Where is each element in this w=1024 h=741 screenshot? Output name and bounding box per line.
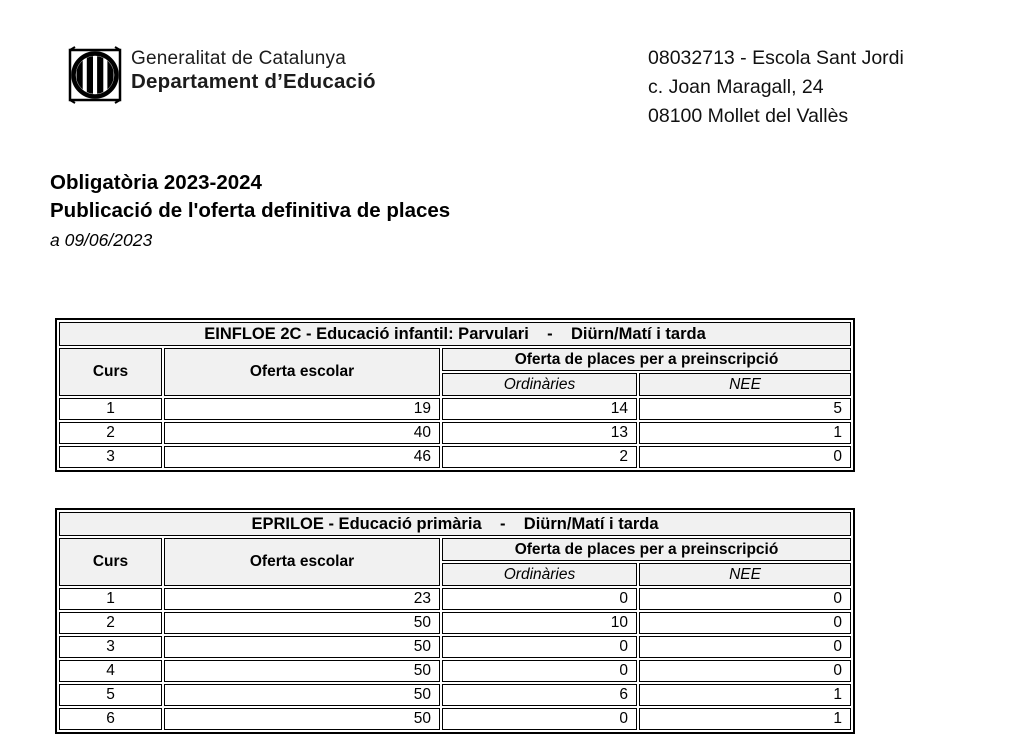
cell-curs: 1	[59, 398, 162, 420]
col-header-nee: NEE	[639, 373, 851, 396]
table-row	[59, 636, 851, 658]
cell-oferta: 50	[164, 708, 440, 730]
generalitat-logo-icon	[68, 45, 122, 110]
cell-nee: 1	[639, 708, 851, 730]
table-row	[59, 398, 851, 420]
table-row	[59, 422, 851, 444]
table-row	[59, 612, 851, 634]
col-header-preinscripcio: Oferta de places per a preinscripció	[442, 538, 851, 561]
table-body	[59, 398, 851, 468]
cell-nee: 0	[639, 588, 851, 610]
cell-curs: 6	[59, 708, 162, 730]
table-row	[59, 588, 851, 610]
department-name: Departament d’Educació	[131, 70, 376, 93]
school-street: c. Joan Maragall, 24	[648, 76, 824, 98]
col-header-ordinaries: Ordinàries	[442, 373, 637, 396]
cell-oferta: 50	[164, 612, 440, 634]
table-row	[59, 684, 851, 706]
cell-oferta: 46	[164, 446, 440, 468]
col-header-nee: NEE	[639, 563, 851, 586]
cell-oferta: 50	[164, 660, 440, 682]
cell-curs: 3	[59, 446, 162, 468]
cell-ordinaries: 0	[442, 708, 637, 730]
cell-oferta: 50	[164, 684, 440, 706]
title-line-2: Publicació de l'oferta definitiva de places	[50, 199, 451, 222]
table-row	[59, 446, 851, 468]
cell-nee: 5	[639, 398, 851, 420]
cell-nee: 0	[639, 660, 851, 682]
col-header-ordinaries: Ordinàries	[442, 563, 637, 586]
cell-nee: 1	[639, 684, 851, 706]
col-header-curs: Curs	[59, 538, 162, 586]
cell-ordinaries: 6	[442, 684, 637, 706]
document-title	[50, 169, 450, 253]
cell-oferta: 19	[164, 398, 440, 420]
col-header-oferta-escolar: Oferta escolar	[164, 538, 440, 586]
table-primaria	[55, 508, 855, 734]
cell-curs: 3	[59, 636, 162, 658]
cell-oferta: 23	[164, 588, 440, 610]
org-name: Generalitat de Catalunya	[131, 48, 346, 69]
cell-curs: 5	[59, 684, 162, 706]
cell-nee: 0	[639, 612, 851, 634]
col-header-curs: Curs	[59, 348, 162, 396]
table-row	[59, 708, 851, 730]
cell-oferta: 40	[164, 422, 440, 444]
school-city: 08100 Mollet del Vallès	[648, 105, 849, 127]
school-code-name: 08032713 - Escola Sant Jordi	[648, 47, 904, 69]
cell-ordinaries: 0	[442, 588, 637, 610]
cell-nee: 1	[639, 422, 851, 444]
cell-ordinaries: 13	[442, 422, 637, 444]
cell-curs: 4	[59, 660, 162, 682]
cell-oferta: 50	[164, 636, 440, 658]
cell-curs: 2	[59, 612, 162, 634]
table-title: EPRILOE - Educació primària - Diürn/Matí i tarda	[59, 512, 851, 536]
cell-ordinaries: 14	[442, 398, 637, 420]
school-address	[648, 44, 904, 131]
table-title: EINFLOE 2C - Educació infantil: Parvulari - Diürn/Matí i tarda	[59, 322, 851, 346]
table-infantil	[55, 318, 855, 472]
title-line-1: Obligatòria 2023-2024	[50, 171, 262, 194]
cell-curs: 2	[59, 422, 162, 444]
cell-curs: 1	[59, 588, 162, 610]
col-header-oferta-escolar: Oferta escolar	[164, 348, 440, 396]
org-header	[68, 45, 376, 110]
cell-ordinaries: 0	[442, 660, 637, 682]
cell-ordinaries: 0	[442, 636, 637, 658]
col-header-preinscripcio: Oferta de places per a preinscripció	[442, 348, 851, 371]
table-body	[59, 588, 851, 730]
cell-ordinaries: 2	[442, 446, 637, 468]
cell-nee: 0	[639, 446, 851, 468]
table-row	[59, 660, 851, 682]
cell-ordinaries: 10	[442, 612, 637, 634]
cell-nee: 0	[639, 636, 851, 658]
title-date: a 09/06/2023	[50, 230, 153, 250]
